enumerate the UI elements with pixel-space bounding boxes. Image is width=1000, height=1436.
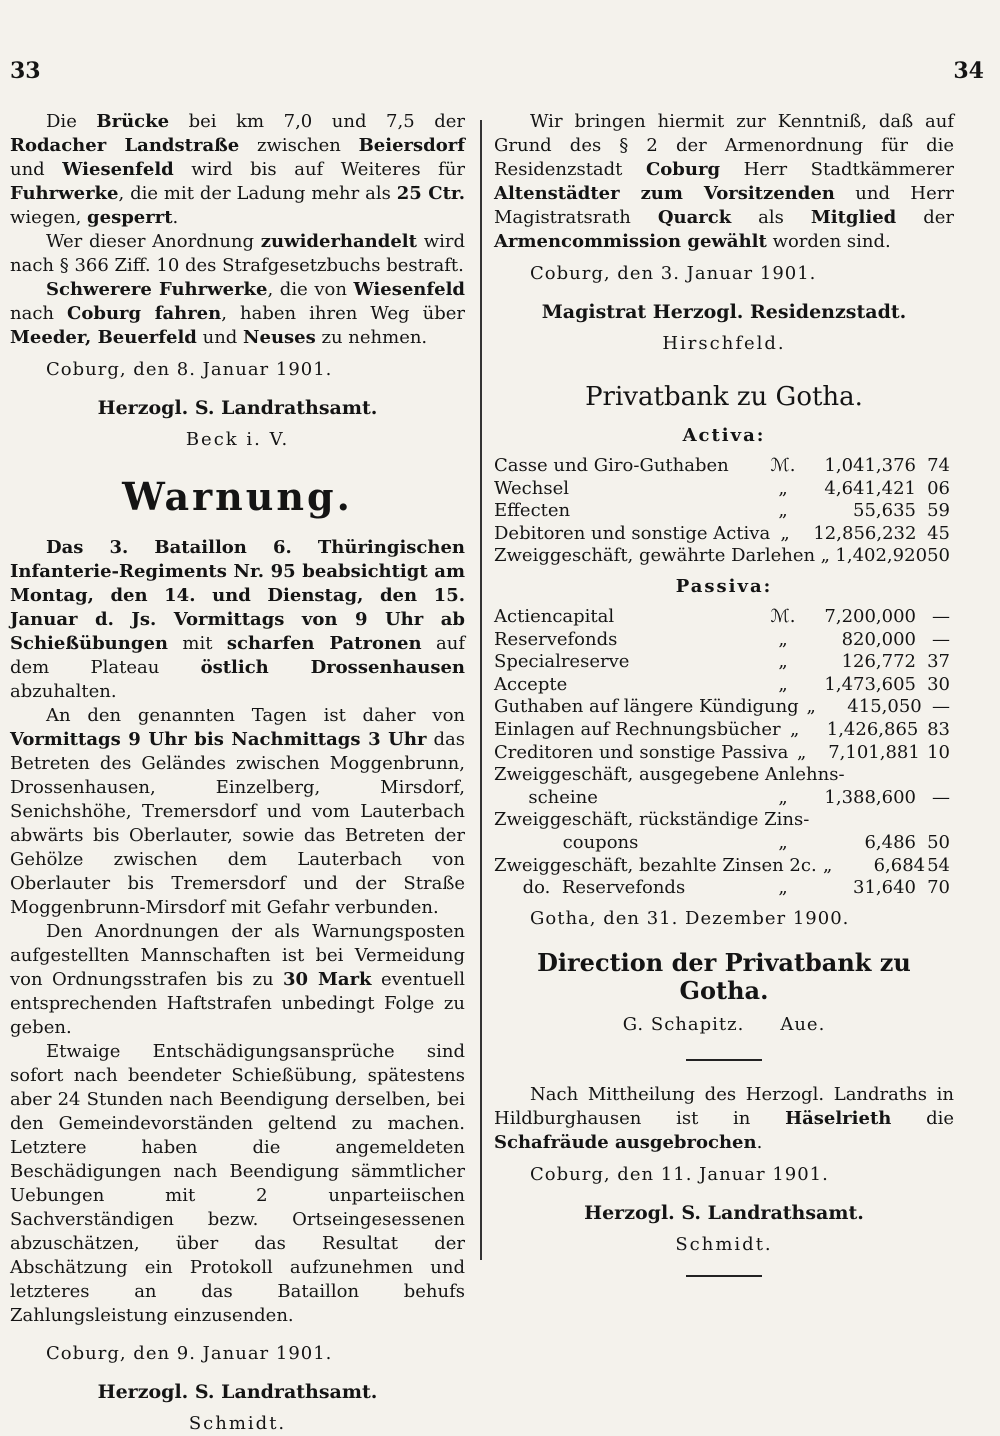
signature: Schmidt.	[188, 1413, 287, 1434]
balance-row	[494, 741, 954, 764]
penalty-notice: Wer dieser Anordnung zuwiderhandelt wird nach § 366 Ziff. 10 des Strafgesetzbuchs bestraft.	[10, 231, 465, 276]
balance-row	[494, 628, 954, 651]
activa-table	[494, 454, 954, 567]
page-number-right: 34	[953, 58, 984, 84]
amount: 7,101,881	[828, 741, 920, 763]
amount-cents: 37	[927, 651, 950, 673]
amount: 55,635	[853, 500, 916, 522]
amount-cents: 50	[927, 831, 950, 853]
row-label: scheine	[494, 786, 598, 808]
bridge-closure-notice: Die Brücke bei km 7,0 und 7,5 der Rodacher Landstraße zwischen Beiersdorf und Wiesenfeld wird bis auf Weiteres für Fuhrwerke, die mit der Ladung mehr als 25 Ctr. wiegen, gesperrt.	[10, 111, 465, 228]
issuing-authority: Magistrat Herzogl. Residenzstadt.	[541, 301, 907, 323]
balance-row	[494, 477, 954, 500]
row-label: Debitoren und sonstige Activa	[494, 522, 771, 544]
page-number-left: 33	[10, 58, 41, 84]
amount: 415,050	[847, 696, 922, 718]
row-label: do. Reservefonds	[494, 877, 686, 899]
detour-notice: Schwerere Fuhrwerke, die von Wiesenfeld nach Coburg fahren, haben ihren Weg über Meeder, Beuerfeld und Neuses zu nehmen.	[10, 279, 465, 348]
currency-mark: ℳ.	[770, 455, 796, 476]
currency-mark: „	[823, 854, 833, 876]
separator-line	[686, 1059, 762, 1061]
balance-row	[494, 454, 954, 477]
activa-heading: Activa:	[682, 425, 766, 446]
currency-mark: „	[820, 545, 830, 567]
currency-mark: „	[806, 696, 816, 718]
amount-cents: 59	[927, 500, 950, 522]
balance-row	[494, 650, 954, 673]
currency-mark: „	[778, 500, 788, 522]
balance-row	[494, 695, 954, 718]
place-date: Gotha, den 31. Dezember 1900.	[530, 907, 850, 929]
passiva-table	[494, 605, 954, 899]
row-label: Wechsel	[494, 477, 570, 499]
amount-cents: —	[932, 605, 950, 627]
warning-title: Warnung.	[122, 474, 353, 519]
amount-cents: —	[932, 696, 950, 718]
bank-title: Privatbank zu Gotha.	[585, 382, 863, 412]
balance-row	[494, 499, 954, 522]
amount-cents: 74	[927, 455, 950, 476]
row-label: Zweiggeschäft, ausgegebene Anlehns-	[494, 764, 845, 786]
amount-cents: 70	[927, 877, 950, 899]
left-column	[10, 110, 465, 1436]
warning-paragraph: An den genannten Tagen ist daher von Vormittags 9 Uhr bis Nachmittags 3 Uhr das Betreten des Geländes zwischen Moggenbrunn, Drossenhausen, Einzelberg, Mirsdorf, Senichshöhe, Tremersdorf und vom Lauterbach abwärts bis Oberlauter, sowie das Betreten der Gehölze zwischen dem Lauterbach von Oberlauter bis Tremersdorf und der Straße Moggenbrunn-Mirsdorf mit Gefahr verbunden.	[10, 705, 466, 918]
balance-row	[494, 786, 954, 809]
amount-cents: 10	[927, 741, 950, 763]
row-label: Casse und Giro-Guthaben	[494, 455, 729, 476]
column-divider	[480, 120, 482, 1260]
currency-mark: „	[778, 477, 788, 499]
balance-row	[494, 831, 954, 854]
amount-cents: 45	[927, 522, 951, 544]
amount: 4,641,421	[824, 477, 916, 499]
amount: 7,200,000	[824, 605, 916, 627]
place-date: Coburg, den 9. Januar 1901.	[46, 1343, 333, 1364]
issuing-authority: Herzogl. S. Landrathsamt.	[97, 1381, 378, 1403]
row-label: Creditoren und sonstige Passiva	[494, 741, 789, 763]
balance-row	[494, 673, 954, 696]
amount: 31,640	[853, 877, 916, 899]
amount-cents: 50	[927, 545, 950, 567]
currency-mark: „	[778, 673, 788, 695]
sheep-scab-notice: Nach Mittheilung des Herzogl. Landraths in Hildburghausen ist in Häselrieth die Schafräude ausgebrochen.	[494, 1083, 954, 1153]
signature: G. Schapitz.	[622, 1013, 745, 1035]
amount-cents: 83	[927, 718, 950, 740]
currency-mark: „	[778, 628, 788, 650]
currency-mark: „	[797, 741, 807, 763]
warning-paragraph: Den Anordnungen der als Warnungsposten aufgestellten Mannschaften ist bei Vermeidung von Ordnungsstrafen bis zu 30 Mark eventuell entsprechenden Haftstrafen unbedingt Folge zu geben.	[10, 921, 466, 1038]
right-column	[494, 110, 954, 1299]
passiva-heading: Passiva:	[675, 575, 773, 597]
warning-paragraph: Etwaige Entschädigungsansprüche sind sofort nach beendeter Schießübung, spätestens aber 24 Stunden nach Beendigung derselben, bei den Gemeindevorständen geltend zu machen. Letztere haben die angemeldeten Beschädigungen nach Beendigung sämmtlicher Uebungen mit 2 unparteiischen Sachverständigen bezw. Ortseingesessenen abzuschätzen, über das Resultat der Abschätzung ein Protokoll aufzunehmen und letzteres an das Bataillon behufs Zahlungsleistung einzusenden.	[10, 1041, 465, 1326]
armen-commission-notice: Wir bringen hiermit zur Kenntniß, daß auf Grund des § 2 der Armenordnung für die Residenzstadt Coburg Herr Stadtkämmerer Altenstädter zum Vorsitzenden und Herr Magistratsrath Quarck als Mitglied der Armencommission gewählt worden sind.	[494, 111, 954, 252]
place-date: Coburg, den 3. Januar 1901.	[530, 263, 817, 284]
signature: Hirschfeld.	[662, 333, 786, 354]
amount: 12,856,232	[813, 522, 917, 544]
balance-row	[494, 763, 954, 786]
amount: 1,426,865	[826, 718, 919, 740]
separator-line	[686, 1275, 762, 1277]
currency-mark: „	[778, 877, 788, 899]
amount: 6,684	[873, 854, 926, 876]
signature: Schmidt.	[675, 1233, 773, 1255]
balance-row	[494, 544, 954, 567]
amount: 1,473,605	[824, 673, 916, 695]
balance-row	[494, 605, 954, 628]
currency-mark: „	[780, 522, 790, 544]
row-label: coupons	[494, 831, 639, 853]
row-label: Guthaben auf längere Kündigung	[494, 696, 799, 718]
currency-mark: „	[778, 831, 788, 853]
row-label: Reservefonds	[494, 628, 618, 650]
balance-row	[494, 522, 954, 545]
amount-cents: 06	[927, 477, 950, 499]
amount-cents: —	[932, 786, 950, 808]
issuing-authority: Herzogl. S. Landrathsamt.	[97, 397, 378, 419]
row-label: Zweiggeschäft, rückständige Zins-	[494, 809, 810, 831]
amount-cents: 54	[927, 854, 950, 876]
amount: 1,041,376	[824, 455, 916, 476]
issuing-authority: Herzogl. S. Landrathsamt.	[584, 1201, 864, 1224]
amount: 6,486	[864, 831, 916, 853]
place-date: Coburg, den 11. Januar 1901.	[530, 1163, 829, 1185]
amount: 126,772	[841, 651, 916, 673]
amount-cents: —	[932, 628, 950, 650]
currency-mark: ℳ.	[770, 605, 796, 627]
amount-cents: 30	[927, 673, 950, 695]
balance-row	[494, 718, 954, 741]
currency-mark: „	[778, 786, 788, 808]
place-date: Coburg, den 8. Januar 1901.	[46, 359, 333, 380]
signature: Aue.	[780, 1013, 826, 1035]
currency-mark: „	[778, 651, 788, 673]
row-label: Effecten	[494, 500, 571, 522]
balance-row	[494, 876, 954, 899]
amount: 1,388,600	[824, 786, 916, 808]
balance-row	[494, 808, 954, 831]
row-label: Accepte	[494, 673, 568, 695]
row-label: Actiencapital	[494, 605, 615, 627]
signature: Beck i. V.	[185, 429, 290, 450]
amount: 1,402,920	[835, 545, 928, 567]
signatures	[494, 1013, 954, 1037]
row-label: Specialreserve	[494, 651, 630, 673]
amount: 820,000	[841, 628, 916, 650]
row-label: Einlagen auf Rechnungsbücher	[494, 718, 781, 740]
warning-paragraph: Das 3. Bataillon 6. Thüringischen Infanterie-Regiments Nr. 95 beabsichtigt am Montag, den 14. und Dienstag, den 15. Januar d. Js. Vormittags von 9 Uhr ab Schießübungen mit scharfen Patronen auf dem Plateau östlich Drossenhausen abzuhalten.	[10, 537, 465, 702]
bank-direction: Direction der Privatbank zu Gotha.	[537, 947, 911, 1005]
currency-mark: „	[789, 718, 800, 740]
row-label: Zweiggeschäft, bezahlte Zinsen 2c.	[494, 854, 817, 876]
balance-row	[494, 854, 954, 877]
row-label: Zweiggeschäft, gewährte Darlehen	[494, 545, 816, 567]
